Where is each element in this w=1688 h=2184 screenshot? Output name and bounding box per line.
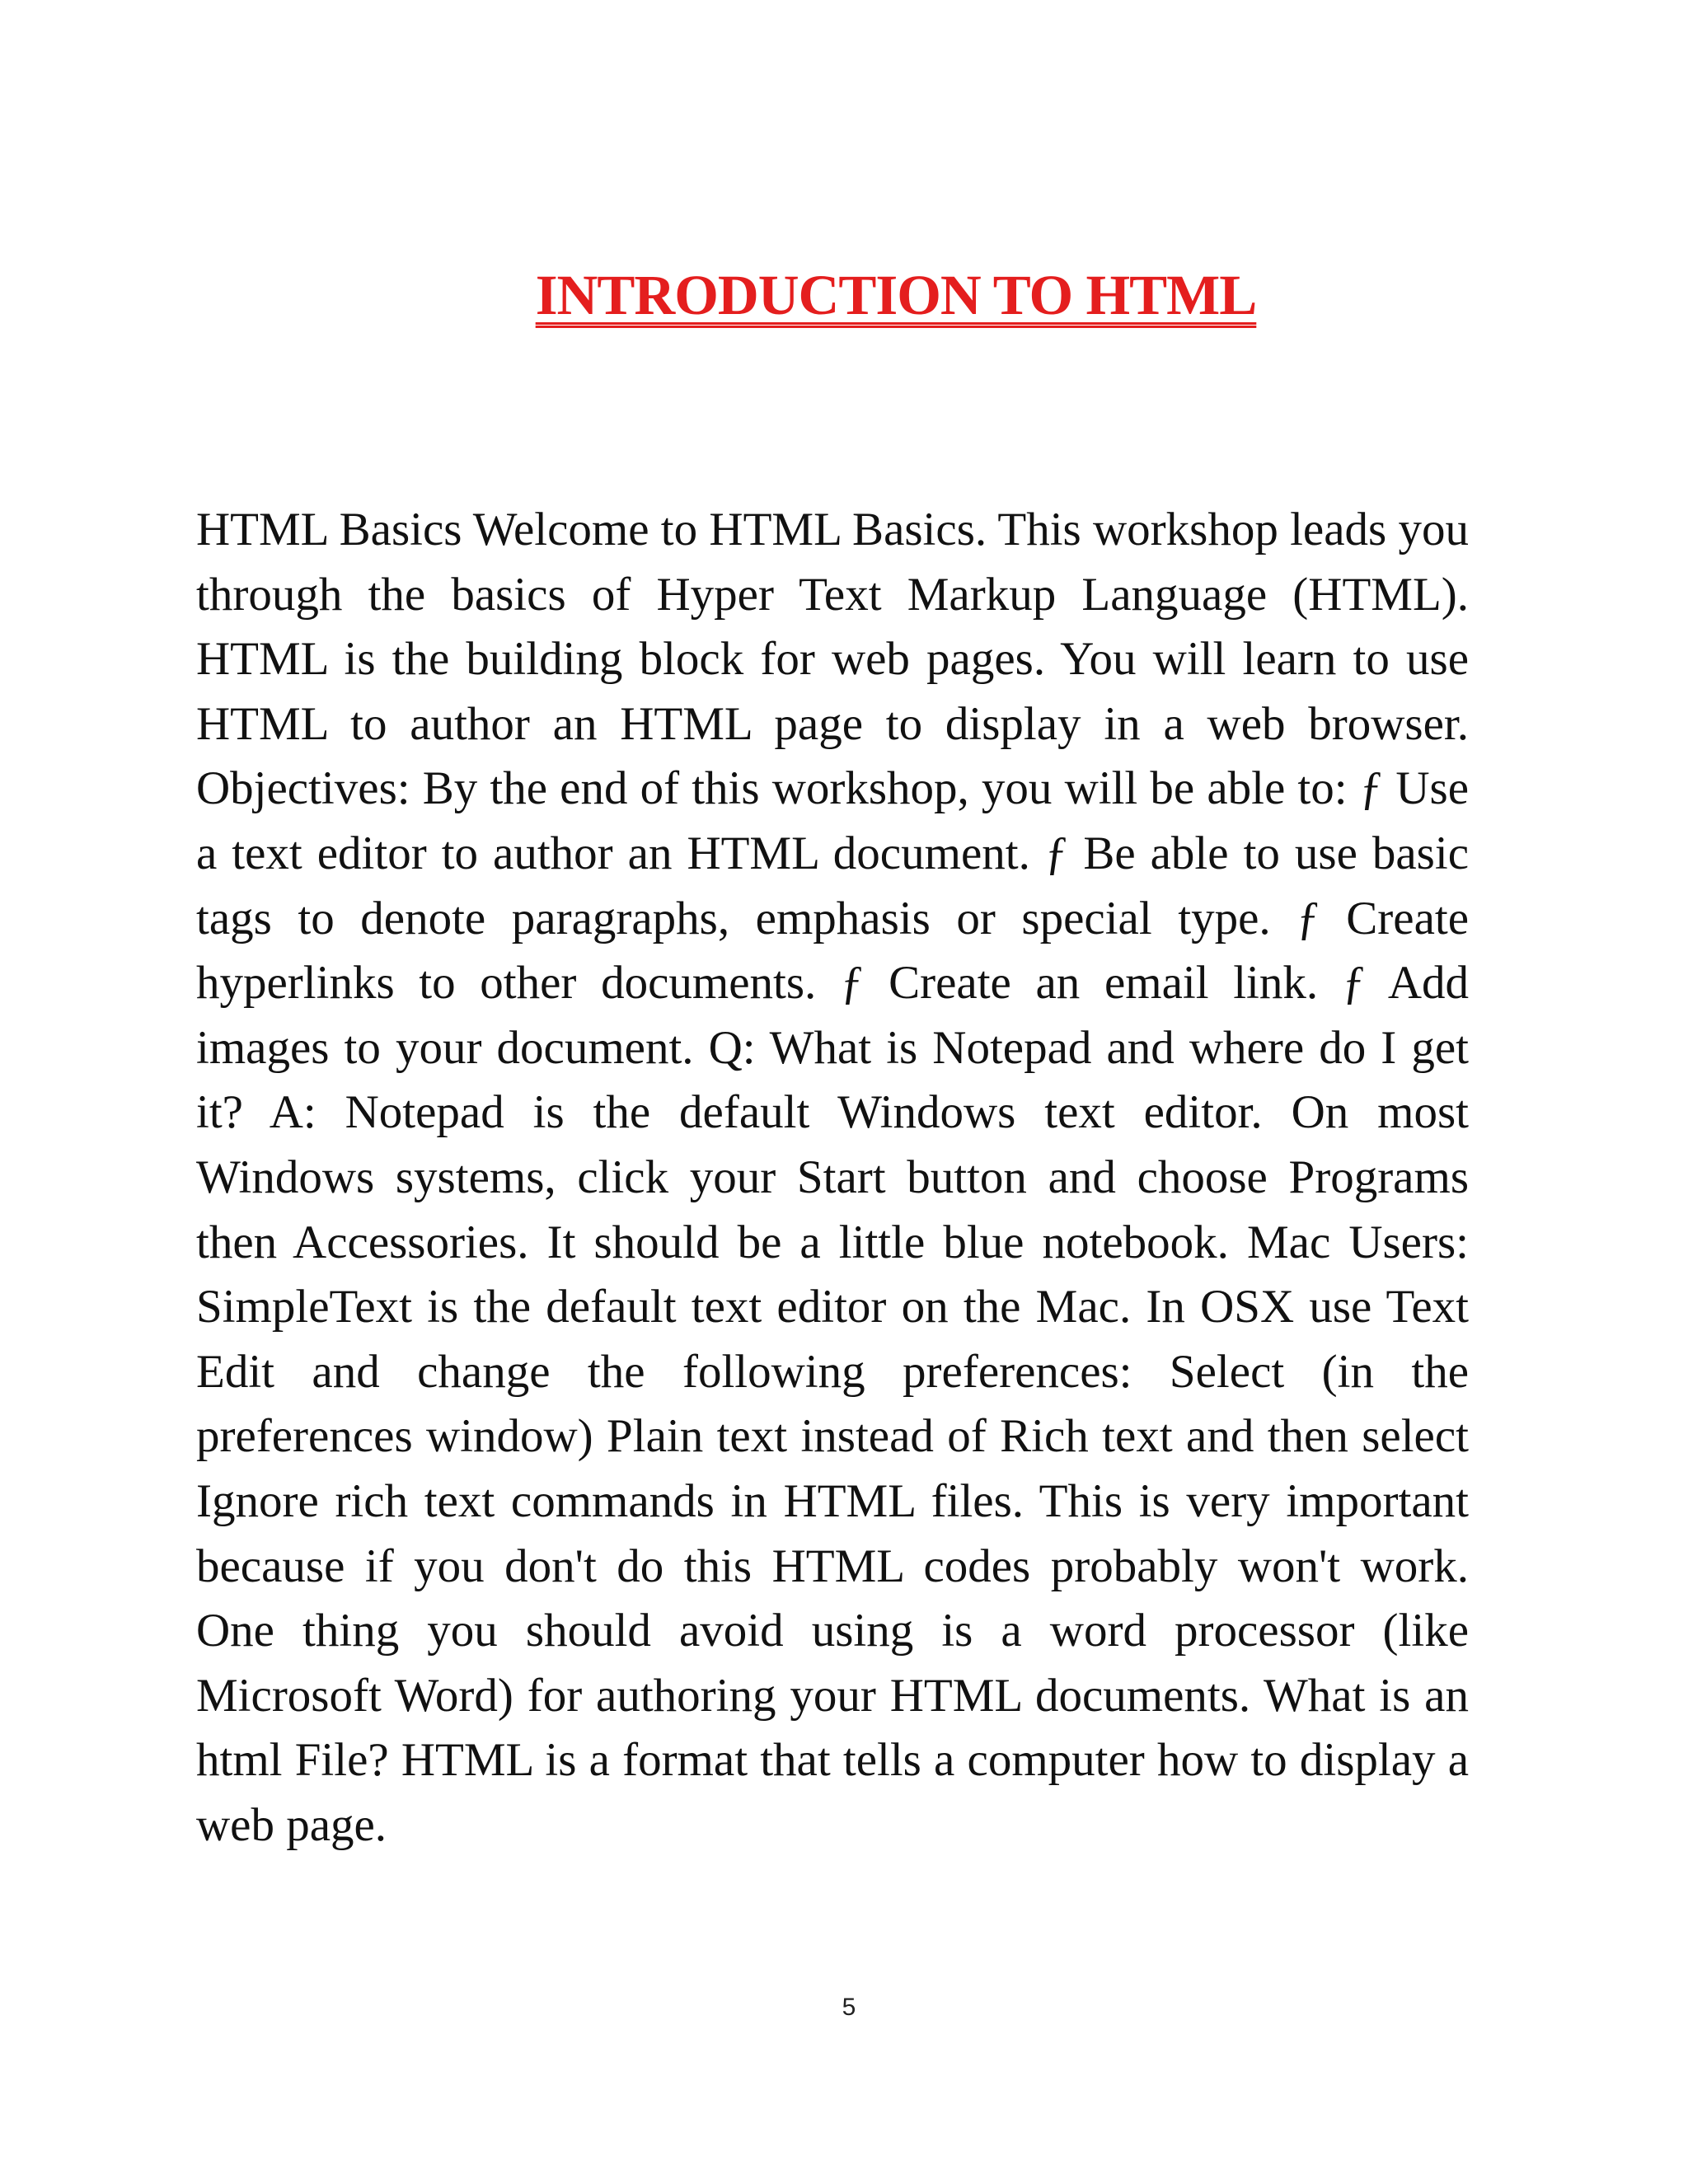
body-paragraph: HTML Basics Welcome to HTML Basics. This workshop leads you through the basics of Hyper Text Markup Language (HTML). HTML is the building block for web pages. You will learn to use HTML to author an HTML page to display in a web browser. Objectives: By the end of this workshop, you will be able to: ƒ Use a text editor to author an HTML document. ƒ Be able to use basic tags to denote paragraphs, emphasis or special type. ƒ Create hyperlinks to other documents. ƒ Create an email link. ƒ Add images to your document. Q: What is Notepad and where do I get it? A: Notepad is the default Windows text editor. On most Windows systems, click your Start button and choose Programs then Accessories. It should be a little blue notebook. Mac Users: SimpleText is the default text editor on the Mac. In OSX use Text Edit and change the following preferences: Select (in the preferences window) Plain text instead of Rich text and then select Ignore rich text commands in HTML files. This is very important because if you don't do this HTML codes probably won't work. One thing you should avoid using is a word processor (like Microsoft Word) for authoring your HTML documents. What is an html File? HTML is a format that tells a computer how to display a web page. bbox=[196, 504, 1469, 1851]
page-number: 5 bbox=[842, 1994, 856, 2021]
page-title: INTRODUCTION TO HTML bbox=[535, 264, 1257, 326]
